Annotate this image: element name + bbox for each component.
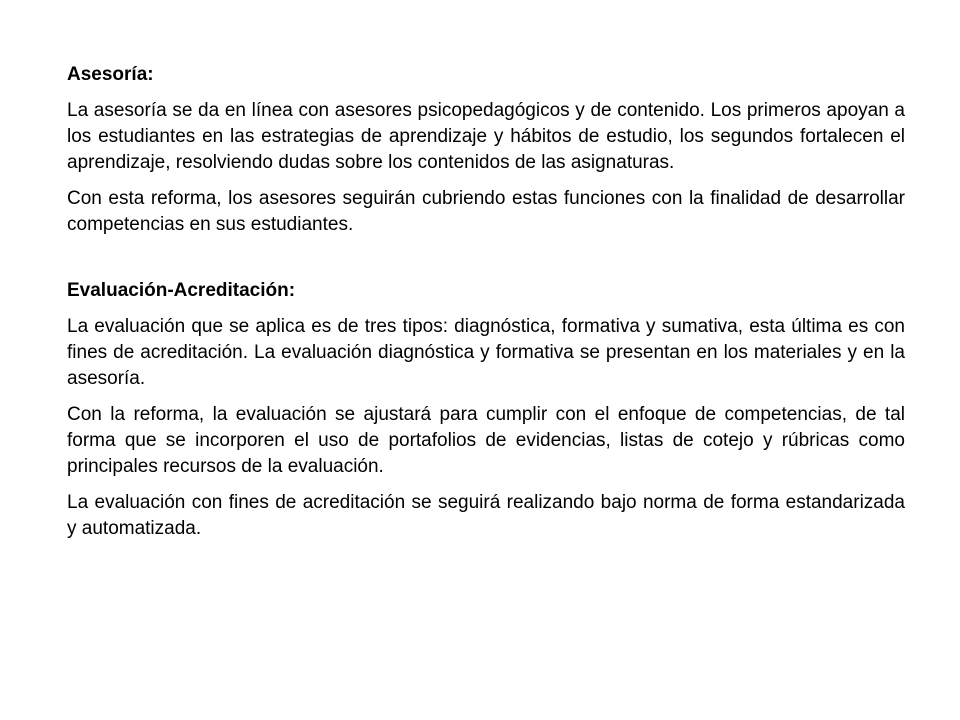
paragraph-evaluacion-1: La evaluación que se aplica es de tres tipos: diagnóstica, formativa y sumativa, esta última es con fines de acreditación. La evaluación diagnóstica y formativa se presentan en los materiales y en la asesoría. — [67, 316, 905, 389]
section-spacer — [67, 248, 905, 278]
paragraph-evaluacion-3: La evaluación con fines de acreditación se seguirá realizando bajo norma de forma estandarizada y automatizada. — [67, 492, 905, 539]
section-evaluacion — [67, 278, 905, 542]
section-asesoria — [67, 62, 905, 238]
paragraph-asesoria-2: Con esta reforma, los asesores seguirán cubriendo estas funciones con la finalidad de desarrollar competencias en sus estudiantes. — [67, 188, 905, 235]
paragraph-evaluacion-2: Con la reforma, la evaluación se ajustará para cumplir con el enfoque de competencias, de tal forma que se incorporen el uso de portafolios de evidencias, listas de cotejo y rúbricas como principales recursos de la evaluación. — [67, 404, 905, 477]
paragraph-asesoria-1: La asesoría se da en línea con asesores psicopedagógicos y de contenido. Los primeros apoyan a los estudiantes en las estrategias de aprendizaje y hábitos de estudio, los segundos fortalecen el aprendizaje, resolviendo dudas sobre los contenidos de las asignaturas. — [67, 100, 905, 173]
section-heading-evaluacion: Evaluación-Acreditación: — [67, 280, 296, 301]
section-heading-asesoria: Asesoría: — [67, 64, 154, 85]
document-page — [67, 62, 905, 552]
